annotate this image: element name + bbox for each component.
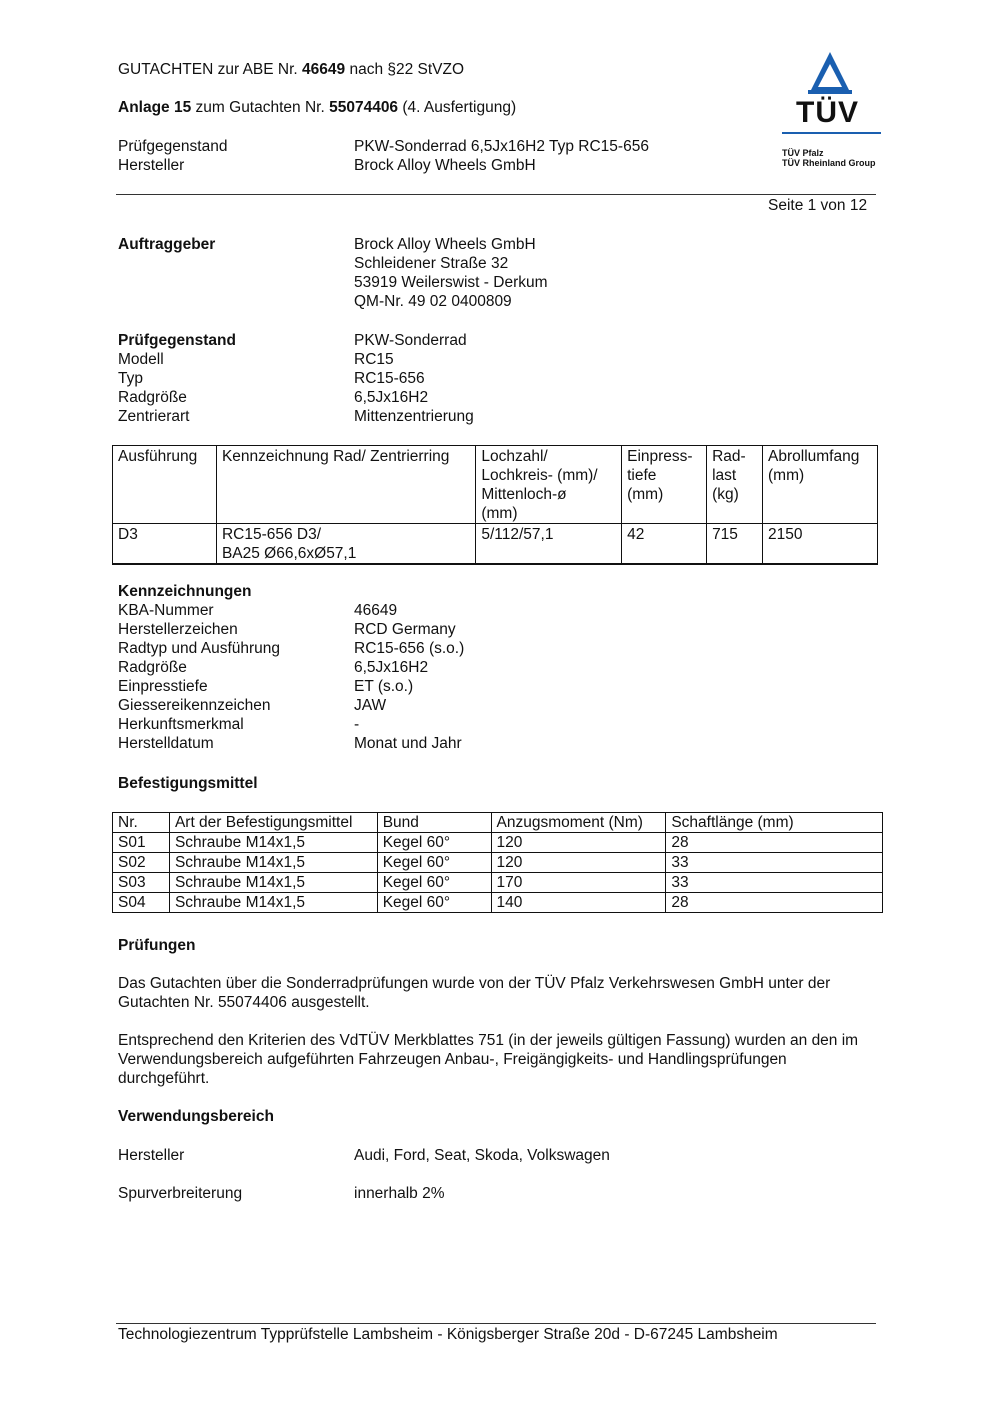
footer-divider <box>116 1323 876 1324</box>
table-header-cell: Einpress- tiefe (mm) <box>622 446 707 524</box>
table-cell: S01 <box>113 833 170 853</box>
kv-value: RCD Germany <box>354 621 456 638</box>
header-divider <box>116 194 876 195</box>
logo-line-1: TÜV Pfalz <box>782 148 824 158</box>
auftraggeber-label-text: Auftraggeber <box>118 236 216 253</box>
kennzeichnungen-section <box>118 582 465 753</box>
kv-row <box>118 620 456 639</box>
tuev-triangle-icon <box>782 50 882 102</box>
table-cell: Schraube M14x1,5 <box>169 833 377 853</box>
table-cell: 140 <box>491 893 666 913</box>
header-line-1-prefix: GUTACHTEN zur ABE Nr. <box>118 61 298 78</box>
table-cell: Kegel 60° <box>377 853 491 873</box>
tuev-logo <box>782 50 882 172</box>
header-line-2 <box>118 98 516 117</box>
table-header-cell: Anzugsmoment (Nm) <box>491 813 666 833</box>
kennzeichnungen-heading: Kennzeichnungen <box>118 583 252 600</box>
table-cell: Kegel 60° <box>377 893 491 913</box>
verwendung-heading <box>118 1107 274 1126</box>
kv-row <box>118 696 387 715</box>
header-pruef-label: Prüfgegenstand <box>118 138 228 155</box>
pruefungen-paragraph-1: Das Gutachten über die Sonderradprüfungen wurde von der TÜV Pfalz Verkehrswesen GmbH unter der Gutachten Nr. 55074406 ausgestellt. <box>118 975 831 1011</box>
table-cell: 33 <box>666 853 883 873</box>
address-line: Schleidener Straße 32 <box>354 255 509 272</box>
kv-row <box>118 658 429 677</box>
table-cell: D3 <box>113 524 217 565</box>
table-header-cell: Abrollumfang (mm) <box>763 446 878 524</box>
kv-key: Modell <box>118 351 164 368</box>
table-header-cell: Ausführung <box>113 446 217 524</box>
table-row <box>113 893 883 913</box>
befestigung-table-header <box>113 813 883 833</box>
pruefgegenstand-section <box>118 331 474 426</box>
table-row <box>113 833 883 853</box>
verwendung-hersteller-label: Hersteller <box>118 1147 185 1164</box>
header-hersteller-value: Brock Alloy Wheels GmbH <box>354 157 536 174</box>
table-cell: Schraube M14x1,5 <box>169 893 377 913</box>
table-cell: 715 <box>707 524 763 565</box>
kv-value: 46649 <box>354 602 398 619</box>
table-cell: 170 <box>491 873 666 893</box>
wheel-table <box>112 445 878 565</box>
kv-row <box>118 734 462 753</box>
verwendung-hersteller-value: Audi, Ford, Seat, Skoda, Volkswagen <box>354 1147 610 1164</box>
kv-value: RC15-656 <box>354 370 425 387</box>
spurverbreiterung-value: innerhalb 2% <box>354 1185 445 1202</box>
address-line: 53919 Weilerswist - Derkum <box>354 274 548 291</box>
footer-text: Technologiezentrum Typprüfstelle Lambsheim - Königsberger Straße 20d - D-67245 Lambsheim <box>118 1326 778 1343</box>
kv-row <box>118 350 394 369</box>
befestigung-heading <box>118 774 258 793</box>
kv-key: Herkunftsmerkmal <box>118 716 244 733</box>
table-cell: S03 <box>113 873 170 893</box>
kv-key: Zentrierart <box>118 408 190 425</box>
kv-row <box>118 639 465 658</box>
kv-value: ET (s.o.) <box>354 678 414 695</box>
pruefungen-paragraph-2: Entsprechend den Kriterien des VdTÜV Merkblattes 751 (in der jeweils gültigen Fassung) wurden an den im Verwendungsbereich aufgeführten Fahrzeugen Anbau-, Freigängigkeits- und Handlingsprüfungen durchgeführt. <box>118 1032 859 1087</box>
auftraggeber-address <box>354 235 548 311</box>
kv-value: - <box>354 716 360 733</box>
kv-key: Radtyp und Ausführung <box>118 640 281 657</box>
pruefgegenstand-row <box>118 331 467 350</box>
table-cell: Kegel 60° <box>377 833 491 853</box>
logo-line-2: TÜV Rheinland Group <box>782 158 876 168</box>
table-cell: S04 <box>113 893 170 913</box>
kv-row <box>118 601 398 620</box>
table-cell: Schraube M14x1,5 <box>169 873 377 893</box>
kv-key: Herstelldatum <box>118 735 214 752</box>
anlage-label: Anlage 15 <box>118 99 192 116</box>
section-heading-row <box>118 582 280 601</box>
wheel-table-header <box>113 446 878 524</box>
logo-rule <box>782 132 881 134</box>
kv-row <box>118 388 429 407</box>
kv-row <box>118 715 360 734</box>
kv-key: Radgröße <box>118 659 187 676</box>
kv-value: 6,5Jx16H2 <box>354 659 429 676</box>
table-header-cell: Rad- last (kg) <box>707 446 763 524</box>
kv-value: RC15-656 (s.o.) <box>354 640 465 657</box>
table-cell: RC15-656 D3/ BA25 Ø66,6xØ57,1 <box>216 524 475 565</box>
header-line-1 <box>118 60 464 79</box>
kv-value: RC15 <box>354 351 394 368</box>
table-row <box>113 853 883 873</box>
kv-key: Typ <box>118 370 143 387</box>
header-line-2-suffix: (4. Ausfertigung) <box>402 99 517 116</box>
header-line-2-mid: zum Gutachten Nr. <box>195 99 325 116</box>
kv-value: Mittenzentrierung <box>354 408 474 425</box>
table-cell: 33 <box>666 873 883 893</box>
kv-row <box>118 369 425 388</box>
tuev-word: TÜV <box>796 96 859 129</box>
kv-key: Radgröße <box>118 389 187 406</box>
table-header-cell: Art der Befestigungsmittel <box>169 813 377 833</box>
table-cell: 28 <box>666 833 883 853</box>
table-cell: Schraube M14x1,5 <box>169 853 377 873</box>
table-cell: 2150 <box>763 524 878 565</box>
kv-key: KBA-Nummer <box>118 602 214 619</box>
table-header-cell: Bund <box>377 813 491 833</box>
table-cell: 120 <box>491 833 666 853</box>
header-pruef-value: PKW-Sonderrad 6,5Jx16H2 Typ RC15-656 <box>354 138 649 155</box>
kv-value: 6,5Jx16H2 <box>354 389 429 406</box>
kv-value: JAW <box>354 697 387 714</box>
kv-row <box>118 407 474 426</box>
abe-number: 46649 <box>302 61 346 78</box>
kv-row <box>118 677 414 696</box>
auftraggeber-label <box>118 235 215 254</box>
table-header-cell: Schaftlänge (mm) <box>666 813 883 833</box>
table-header-cell: Nr. <box>113 813 170 833</box>
header-hersteller-label: Hersteller <box>118 157 185 174</box>
table-header-cell: Lochzahl/ Lochkreis- (mm)/ Mittenloch-ø (mm) <box>476 446 622 524</box>
verwendung-heading-text: Verwendungsbereich <box>118 1108 274 1125</box>
header-line-1-suffix: nach §22 StVZO <box>349 61 465 78</box>
table-cell: 120 <box>491 853 666 873</box>
page-number: Seite 1 von 12 <box>768 197 868 214</box>
table-row <box>113 524 878 565</box>
kv-key: Giessereikennzeichen <box>118 697 271 714</box>
kv-key: Herstellerzeichen <box>118 621 238 638</box>
address-line: Brock Alloy Wheels GmbH <box>354 236 536 253</box>
pruefgegenstand-label: Prüfgegenstand <box>118 332 236 349</box>
pruefungen-heading <box>118 936 196 955</box>
table-row <box>113 873 883 893</box>
table-cell: 5/112/57,1 <box>476 524 622 565</box>
pruefungen-heading-text: Prüfungen <box>118 937 196 954</box>
spurverbreiterung-label: Spurverbreiterung <box>118 1185 243 1202</box>
befestigung-heading-text: Befestigungsmittel <box>118 775 258 792</box>
table-cell: S02 <box>113 853 170 873</box>
kv-value: Monat und Jahr <box>354 735 462 752</box>
table-cell: 42 <box>622 524 707 565</box>
pruefgegenstand-value: PKW-Sonderrad <box>354 332 467 349</box>
befestigung-table <box>112 812 883 913</box>
table-cell: Kegel 60° <box>377 873 491 893</box>
gutachten-number: 55074406 <box>329 99 399 116</box>
table-cell: 28 <box>666 893 883 913</box>
kv-key: Einpresstiefe <box>118 678 208 695</box>
address-line: QM-Nr. 49 02 0400809 <box>354 293 512 310</box>
table-header-cell: Kennzeichnung Rad/ Zentrierring <box>216 446 475 524</box>
